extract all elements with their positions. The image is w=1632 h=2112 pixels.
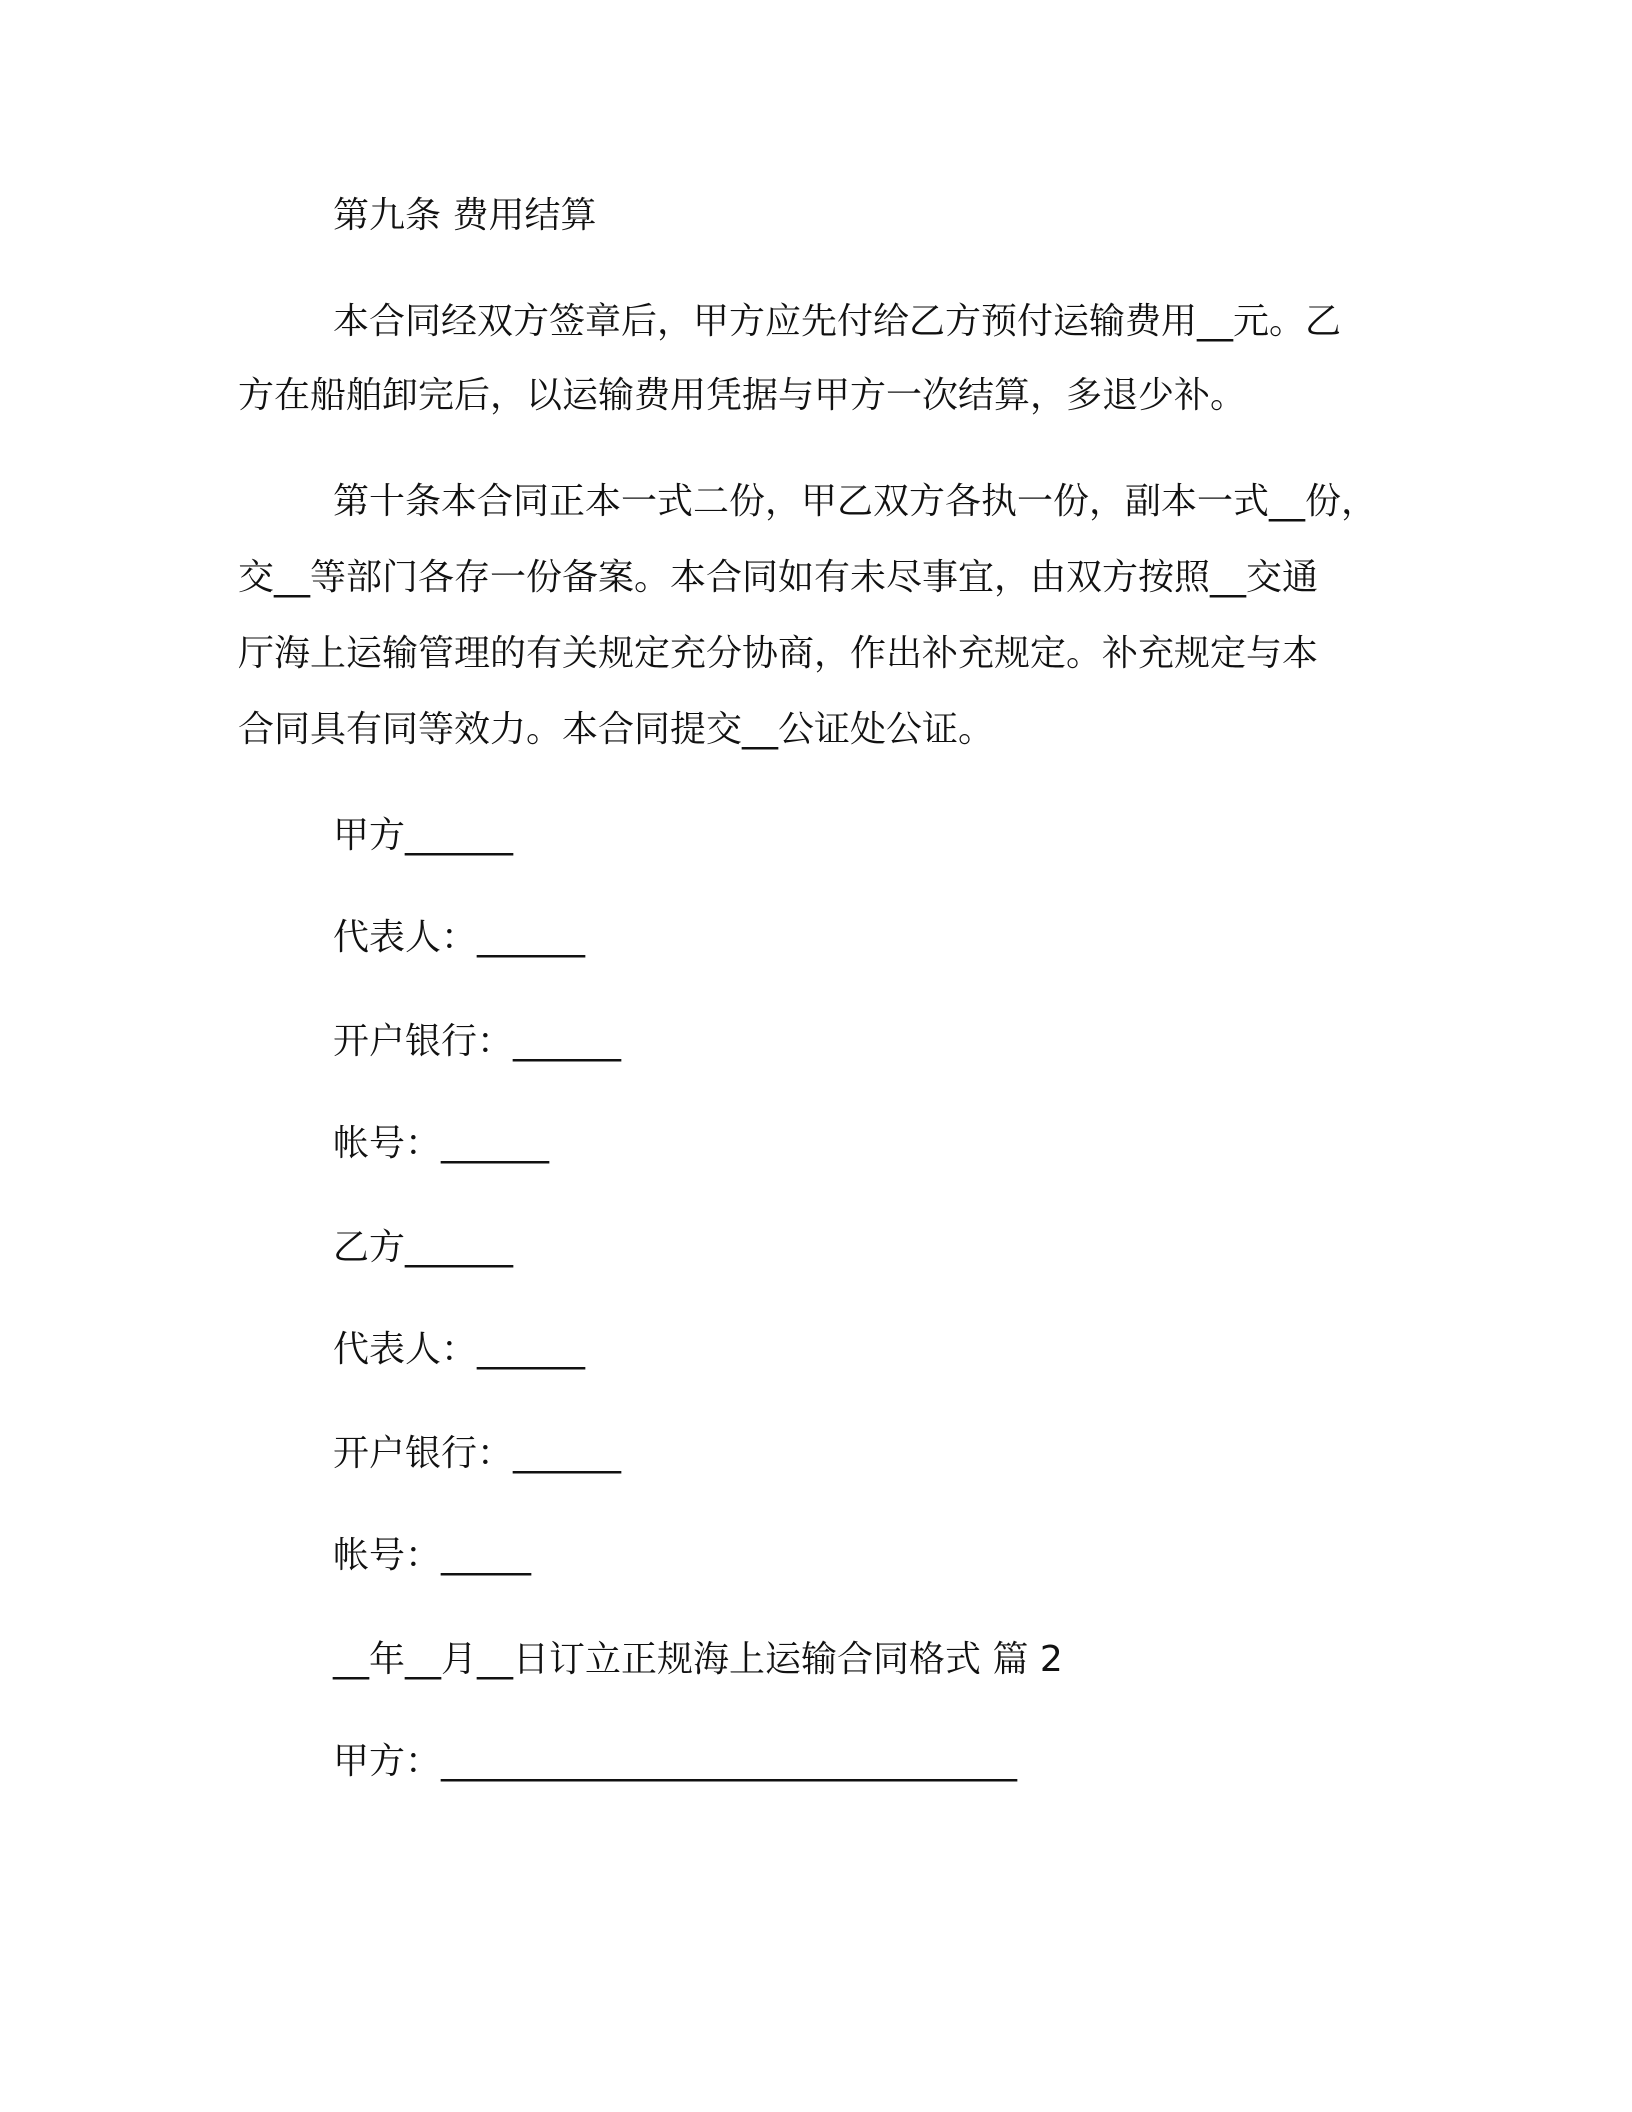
party-a-representative: 代表人：______ [333,917,586,958]
party-b-bank: 开户银行：______ [333,1433,622,1474]
party-a-bank: 开户银行：______ [333,1021,622,1062]
party-b-representative: 代表人：______ [333,1329,586,1370]
article-9-heading: 第九条 费用结算 [333,195,597,236]
party-b-account: 帐号：_____ [333,1535,532,1576]
next-contract-party-a: 甲方：________________________________ [333,1741,1018,1782]
party-a-name: 甲方______ [333,815,514,856]
article-9-line-2: 方在船舶卸完后，以运输费用凭据与甲方一次结算，多退少补。 [238,375,1247,416]
signing-date-and-next-title: __年__月__日订立正规海上运输合同格式 篇 2 [333,1639,1063,1680]
article-10-line-3: 厅海上运输管理的有关规定充分协商，作出补充规定。补充规定与本 [238,633,1319,674]
article-9-line-1: 本合同经双方签章后，甲方应先付给乙方预付运输费用__元。乙 [333,301,1342,342]
article-10-line-1: 第十条本合同正本一式二份，甲乙双方各执一份，副本一式__份， [333,481,1378,522]
party-a-account: 帐号：______ [333,1123,550,1164]
party-b-name: 乙方______ [333,1227,514,1268]
article-10-line-4: 合同具有同等效力。本合同提交__公证处公证。 [238,709,995,750]
article-10-line-2: 交__等部门各存一份备案。本合同如有未尽事宜，由双方按照__交通 [238,557,1319,598]
